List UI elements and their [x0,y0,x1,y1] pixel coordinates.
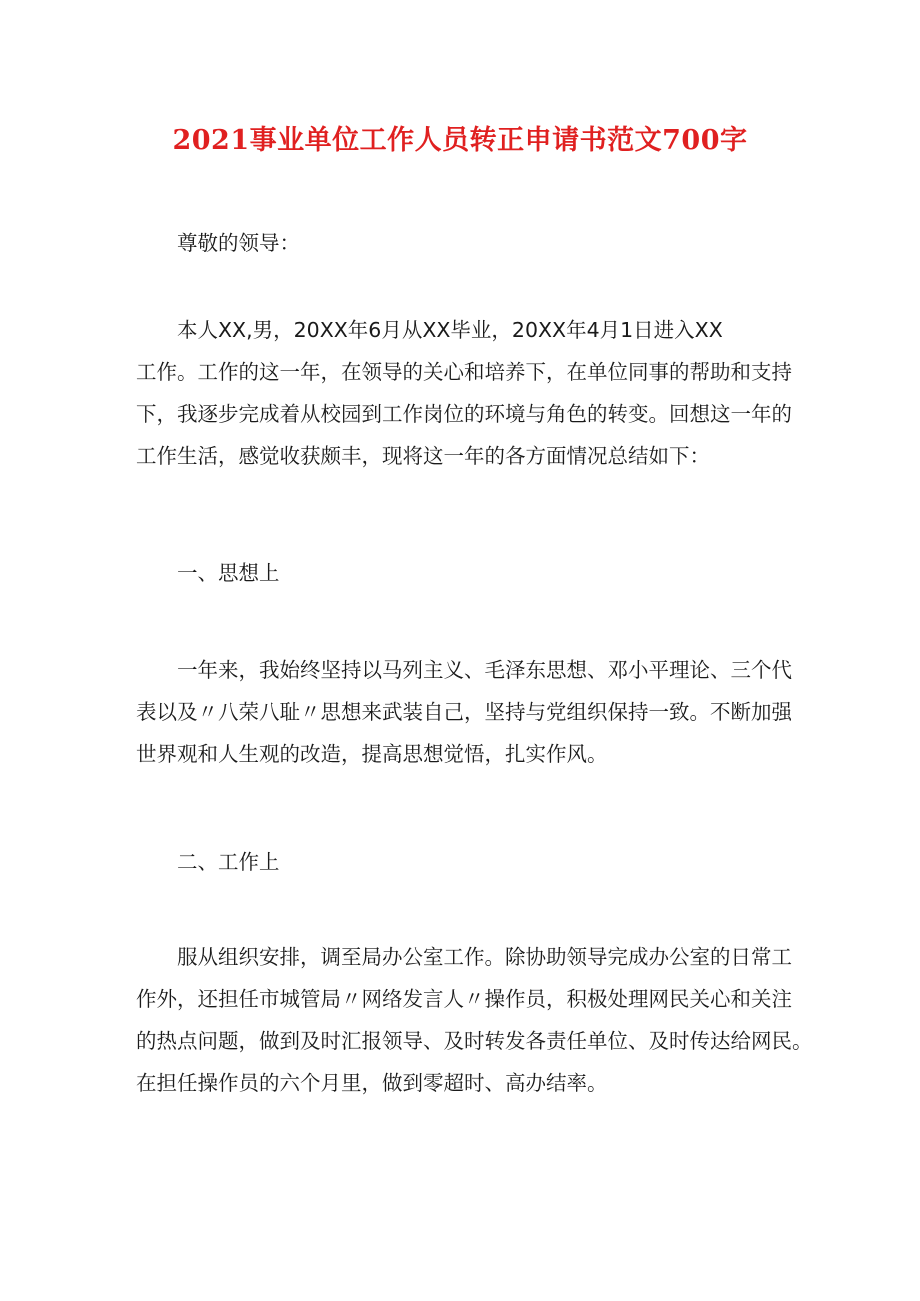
section-work-line: 作外，还担任市城管局〃网络发言人〃操作员，积极处理网民关心和关注 [136,987,792,1011]
intro-line: 下，我逐步完成着从校园到工作岗位的环境与角色的转变。回想这一年的 [136,402,792,426]
salutation: 尊敬的领导： [177,231,300,255]
section-work-paragraph [136,936,813,1104]
intro-paragraph [136,309,792,477]
section-thought-line: 一年来，我始终坚持以马列主义、毛泽东思想、邓小平理论、三个代 [177,658,792,682]
section-thought-line: 表以及〃八荣八耻〃思想来武装自己，坚持与党组织保持一致。不断加强 [136,700,792,724]
section-work-line: 在担任操作员的六个月里，做到零超时、高办结率。 [136,1071,608,1095]
document-title: 2021事业单位工作人员转正申请书范文700字 [172,125,748,156]
section-thought-line: 世界观和人生观的改造，提高思想觉悟，扎实作风。 [136,742,608,766]
intro-line: 本人XX,男，20XX年6月从XX毕业，20XX年4月1日进入XX [177,318,723,342]
section-work-line: 服从组织安排，调至局办公室工作。除协助领导完成办公室的日常工 [177,945,792,969]
intro-line: 工作。工作的这一年，在领导的关心和培养下，在单位同事的帮助和支持 [136,360,792,384]
section-heading-thought: 一、思想上 [177,561,280,585]
section-thought-paragraph [136,649,792,775]
intro-line: 工作生活，感觉收获颇丰，现将这一年的各方面情况总结如下： [136,444,710,468]
section-work-line: 的热点问题，做到及时汇报领导、及时转发各责任单位、及时传达给网民。 [136,1029,813,1053]
section-heading-work: 二、工作上 [177,850,280,874]
